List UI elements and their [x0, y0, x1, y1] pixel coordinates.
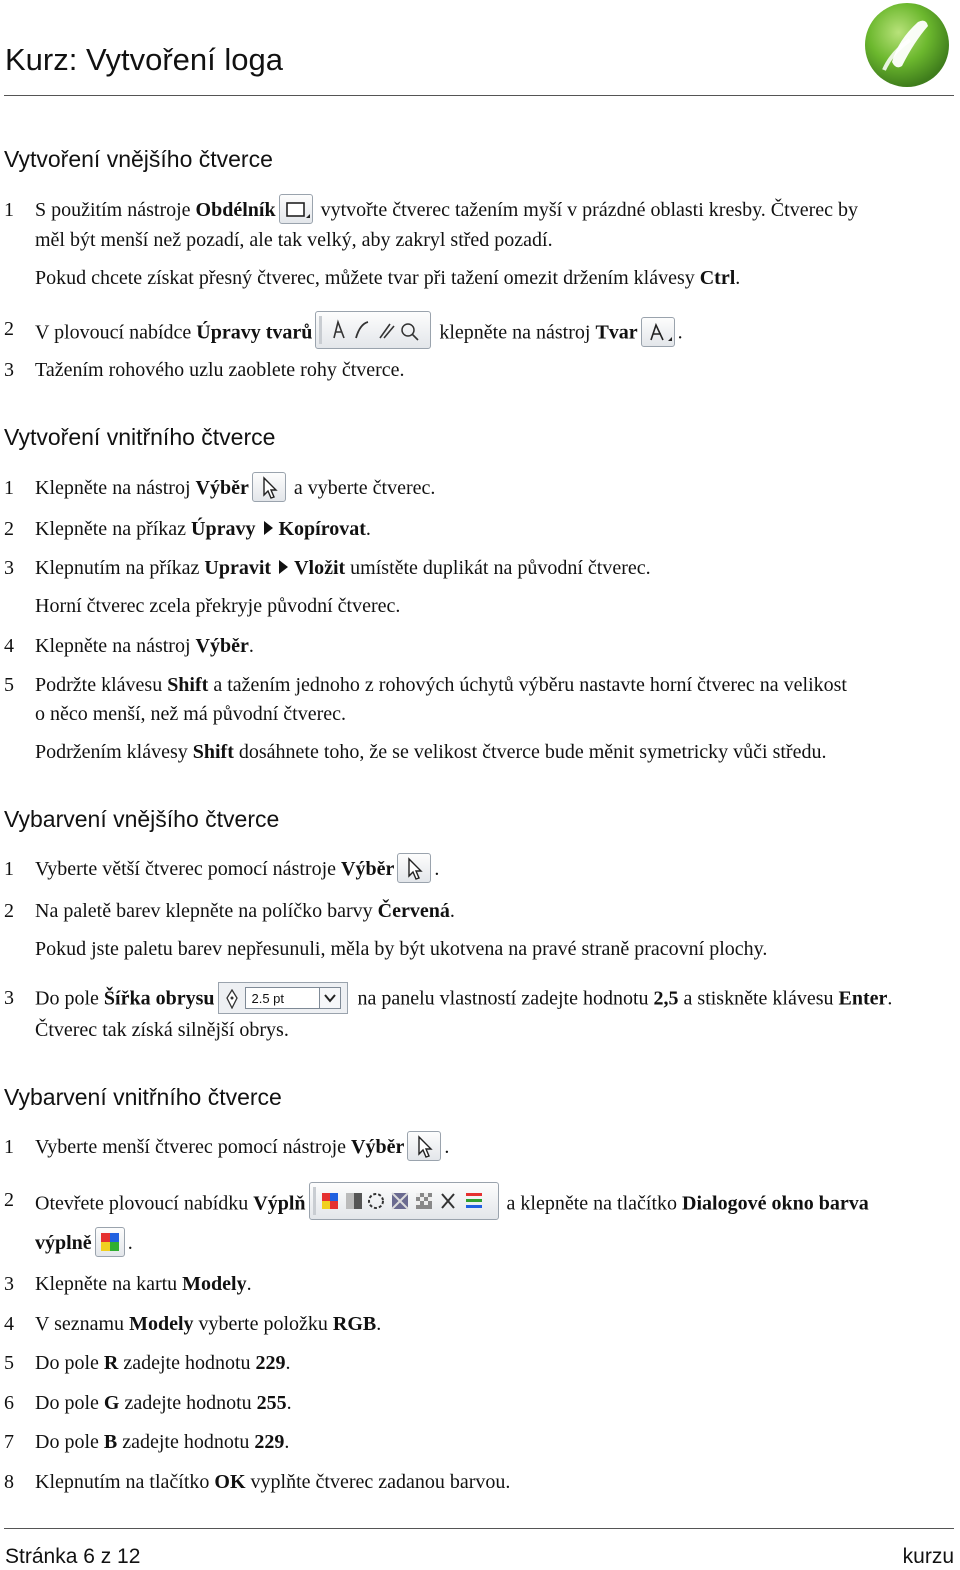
text: . — [444, 1136, 450, 1158]
text: Podržte klávesu — [35, 674, 168, 696]
text: zadejte hodnotu — [118, 1352, 256, 1374]
text: Horní čtverec zcela překryje původní čtverec. — [35, 595, 401, 617]
text: Vyberte menší čtverec pomocí nástroje — [35, 1136, 351, 1158]
step-number: 4 — [4, 635, 14, 657]
tool-name: Výběr — [195, 635, 249, 657]
tool-name: Obdélník — [195, 199, 276, 221]
text: o něco menší, než má původní čtverec. — [35, 703, 346, 725]
field-name: G — [103, 1392, 120, 1414]
text: . — [434, 858, 440, 880]
text: Vyberte větší čtverec pomocí nástroje — [35, 858, 341, 880]
color-fill-dialog-icon[interactable] — [95, 1227, 125, 1257]
text: dosáhnete toho, že se velikost čtverce bude měnit symetricky vůči středu. — [233, 741, 827, 763]
coreldraw-logo-icon — [862, 0, 952, 90]
menu-name: Upravit — [204, 557, 272, 579]
step-number: 3 — [4, 1273, 14, 1295]
outline-width-combo[interactable] — [218, 982, 348, 1014]
key-name: Shift — [167, 674, 209, 696]
text: Do pole — [35, 1431, 104, 1453]
value: 229 — [255, 1352, 286, 1374]
text: . — [365, 518, 371, 540]
shape-edit-flyout-icon[interactable] — [315, 311, 431, 349]
step-number: 5 — [4, 1352, 14, 1374]
step-number: 1 — [4, 477, 14, 499]
text: vyplňte čtverec zadanou barvou. — [245, 1471, 511, 1493]
tab-name: Modely — [182, 1273, 247, 1295]
value: 2,5 — [653, 987, 679, 1010]
text: Podržením klávesy — [35, 741, 193, 763]
text: Pokud jste paletu barev nepřesunuli, měla by být ukotvena na pravé straně pracovní plochy. — [35, 938, 768, 960]
step-number: 3 — [4, 557, 14, 579]
pick-tool-icon[interactable] — [407, 1131, 441, 1161]
flyout-name: Výplň — [253, 1192, 306, 1215]
section-color-outer — [4, 804, 954, 1041]
section-title: Vybarvení vnějšího čtverce — [4, 806, 280, 832]
text: Klepněte na nástroj — [35, 477, 196, 499]
text: Klepněte na kartu — [35, 1273, 183, 1295]
text: . — [887, 987, 893, 1010]
text: umístěte duplikát na původní čtverec. — [345, 557, 651, 579]
value: 255 — [256, 1392, 287, 1414]
rectangle-tool-icon[interactable] — [279, 194, 313, 224]
menu-name: Úpravy — [191, 518, 256, 540]
button-name: OK — [214, 1471, 246, 1493]
step-number: 2 — [4, 1189, 14, 1211]
tool-name: Tvar — [595, 321, 638, 344]
section-title: Vybarvení vnitřního čtverce — [4, 1084, 282, 1110]
text: . — [286, 1392, 292, 1414]
section-title: Vytvoření vnitřního čtverce — [4, 424, 276, 450]
field-name: Šířka obrysu — [103, 987, 215, 1010]
step-number: 3 — [4, 987, 14, 1009]
text: a stiskněte klávesu — [678, 987, 839, 1010]
text: S použitím nástroje — [35, 199, 196, 221]
text: vyberte položku — [193, 1313, 333, 1335]
text: Na paletě barev klepněte na políčko barvy — [35, 900, 378, 922]
text: . — [677, 321, 683, 344]
section-inner-square — [4, 422, 954, 763]
tool-name: Výběr — [341, 858, 395, 880]
footer-label: kurzu — [902, 1545, 954, 1568]
text: . — [449, 900, 455, 922]
header-divider — [4, 95, 954, 96]
text: Klepnutím na příkaz — [35, 557, 205, 579]
step-number: 7 — [4, 1431, 14, 1453]
section-color-inner — [4, 1082, 954, 1493]
page-header — [0, 0, 960, 97]
key-name: Shift — [192, 741, 234, 763]
step-number: 4 — [4, 1313, 14, 1335]
text: měl být menší než pozadí, ale tak velký, aby zakryl střed pozadí. — [35, 229, 553, 251]
text: . — [248, 635, 254, 657]
step-number: 6 — [4, 1392, 14, 1414]
submenu-arrow-icon — [279, 560, 288, 574]
button-name: Dialogové okno barva — [682, 1192, 869, 1215]
text: Klepnutím na tlačítko — [35, 1471, 215, 1493]
text: a vyberte čtverec. — [288, 477, 436, 499]
field-name: R — [103, 1352, 119, 1374]
text: Do pole — [35, 1392, 104, 1414]
text: . — [284, 1431, 290, 1453]
text: a tažením jednoho z rohových úchytů výběru nastavte horní čtverec na velikost — [208, 674, 847, 696]
text: . — [735, 267, 741, 289]
text: . — [127, 1232, 133, 1254]
step-number: 3 — [4, 359, 14, 381]
chevron-down-icon[interactable] — [319, 987, 341, 1009]
tool-name: Výběr — [195, 477, 249, 499]
text: . — [376, 1313, 382, 1335]
step-number: 2 — [4, 318, 14, 340]
section-outer-square — [4, 144, 954, 381]
footer-divider — [4, 1528, 954, 1529]
text: V plovoucí nabídce — [35, 321, 197, 344]
step-number: 1 — [4, 199, 14, 221]
text: Do pole — [35, 987, 104, 1010]
text: V seznamu — [35, 1313, 130, 1335]
text: . — [285, 1352, 291, 1374]
text: zadejte hodnotu — [117, 1431, 255, 1453]
flyout-name: Úpravy tvarů — [196, 321, 313, 344]
shape-tool-icon[interactable] — [641, 317, 675, 347]
field-name: B — [103, 1431, 118, 1453]
text: Otevřete plovoucí nabídku — [35, 1192, 254, 1215]
tool-name: Výběr — [351, 1136, 405, 1158]
text: vytvořte čtverec tažením myší v prázdné oblasti kresby. Čtverec by — [315, 199, 858, 221]
step-number: 8 — [4, 1471, 14, 1493]
key-name: Enter — [838, 987, 888, 1010]
text: . — [246, 1273, 252, 1295]
step-number: 1 — [4, 858, 14, 880]
outline-width-input[interactable]: 2.5 pt — [245, 987, 321, 1009]
page-number: Stránka 6 z 12 — [5, 1545, 141, 1568]
button-name: výplně — [35, 1232, 92, 1254]
value: 229 — [254, 1431, 285, 1453]
text: Klepněte na příkaz — [35, 518, 192, 540]
text: na panelu vlastností zadejte hodnotu — [352, 987, 654, 1010]
pick-tool-icon[interactable] — [252, 472, 286, 502]
command-name: Vložit — [294, 557, 346, 579]
key-name: Ctrl — [699, 267, 736, 289]
text: Pokud chcete získat přesný čtverec, můžete tvar při tažení omezit držením klávesy — [35, 267, 700, 289]
fill-flyout-icon[interactable] — [309, 1182, 499, 1220]
item-name: RGB — [332, 1313, 377, 1335]
text: Čtverec tak získá silnější obrys. — [35, 1019, 289, 1041]
step-number: 1 — [4, 1136, 14, 1158]
text: Tažením rohového uzlu zaoblete rohy čtverce. — [35, 359, 405, 381]
text: a klepněte na tlačítko — [501, 1192, 683, 1215]
text: Klepněte na nástroj — [35, 635, 196, 657]
command-name: Kopírovat — [278, 518, 366, 540]
list-name: Modely — [129, 1313, 194, 1335]
text: klepněte na nástroj — [434, 321, 596, 344]
text: Do pole — [35, 1352, 104, 1374]
step-number: 2 — [4, 518, 14, 540]
pick-tool-icon[interactable] — [397, 853, 431, 883]
step-number: 2 — [4, 900, 14, 922]
section-title: Vytvoření vnějšího čtverce — [4, 146, 273, 172]
page-title: Kurz: Vytvoření loga — [5, 42, 283, 77]
step-number: 5 — [4, 674, 14, 696]
text: zadejte hodnotu — [119, 1392, 257, 1414]
pen-nib-icon — [225, 989, 239, 1009]
submenu-arrow-icon — [264, 521, 273, 535]
color-name: Červená — [377, 900, 450, 922]
